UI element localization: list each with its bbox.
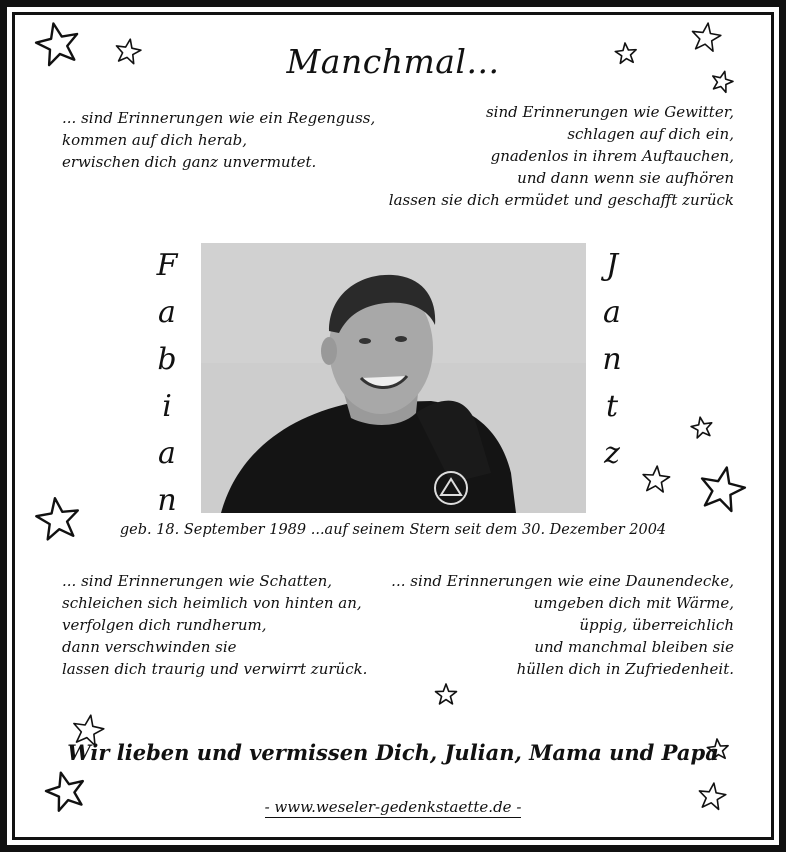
- verse-line: gnadenlos in ihrem Auftauchen,: [490, 147, 734, 165]
- star-outline-icon: [708, 68, 736, 96]
- verse-line: ... sind Erinnerungen wie ein Regenguss,: [62, 109, 376, 127]
- verse-top-right: [389, 101, 734, 211]
- verse-line: und manchmal bleiben sie: [534, 638, 734, 656]
- star-outline-icon: [112, 36, 144, 68]
- star-outline-icon: [688, 414, 716, 442]
- name-letter: a: [603, 295, 621, 330]
- verse-line: lassen dich traurig und verwirrt zurück.: [62, 660, 368, 678]
- verse-line: schlagen auf dich ein,: [567, 125, 734, 143]
- name-letter: J: [605, 248, 619, 283]
- star-outline-icon: [69, 712, 107, 750]
- star-outline-icon: [639, 463, 673, 497]
- verse-line: umgeben dich mit Wärme,: [533, 594, 734, 612]
- star-outline-icon: [696, 464, 748, 516]
- last-name-vertical: [592, 242, 632, 477]
- star-outline-icon: [695, 780, 729, 814]
- verse-line: verfolgen dich rundherum,: [62, 616, 267, 634]
- star-outline-icon: [704, 736, 732, 764]
- signoff-message: Wir lieben und vermissen Dich, Julian, Mama und Papa: [67, 740, 719, 765]
- name-letter: a: [158, 295, 176, 330]
- verse-line: kommen auf dich herab,: [62, 131, 248, 149]
- verse-line: sind Erinnerungen wie Gewitter,: [485, 103, 734, 121]
- name-letter: b: [157, 342, 177, 377]
- star-outline-icon: [612, 40, 640, 68]
- life-dates: geb. 18. September 1989 ...auf seinem Stern seit dem 30. Dezember 2004: [119, 522, 667, 538]
- name-letter: n: [602, 342, 622, 377]
- verse-bottom-left: [62, 570, 367, 680]
- website-link[interactable]: - www.weseler-gedenkstaette.de -: [264, 798, 522, 816]
- name-letter: t: [605, 389, 619, 424]
- star-outline-icon: [33, 495, 83, 545]
- verse-line: erwischen dich ganz unvermutet.: [62, 153, 317, 171]
- verse-bottom-right: [391, 570, 734, 680]
- name-letter: i: [162, 389, 172, 424]
- name-letter: z: [604, 436, 620, 471]
- star-outline-icon: [33, 20, 83, 70]
- page-title: Manchmal...: [286, 42, 500, 81]
- verse-line: dann verschwinden sie: [62, 638, 237, 656]
- name-letter: a: [158, 436, 176, 471]
- first-name-vertical: [147, 242, 187, 524]
- verse-line: ... sind Erinnerungen wie Schatten,: [62, 572, 333, 590]
- verse-line: ... sind Erinnerungen wie eine Daunendecke,: [391, 572, 734, 590]
- verse-top-left: [62, 107, 375, 173]
- name-letter: F: [156, 248, 178, 283]
- star-outline-icon: [432, 681, 460, 709]
- website-footer: [0, 798, 786, 816]
- verse-line: hüllen dich in Zufriedenheit.: [516, 660, 734, 678]
- portrait-illustration: [201, 243, 586, 513]
- verse-line: lassen sie dich ermüdet und geschafft zurück: [388, 191, 734, 209]
- star-outline-icon: [43, 769, 89, 815]
- name-letter: n: [157, 483, 177, 518]
- portrait-photo: [201, 243, 586, 513]
- star-outline-icon: [688, 20, 724, 56]
- verse-line: und dann wenn sie aufhören: [517, 169, 734, 187]
- verse-line: üppig, überreichlich: [579, 616, 734, 634]
- verse-line: schleichen sich heimlich von hinten an,: [62, 594, 362, 612]
